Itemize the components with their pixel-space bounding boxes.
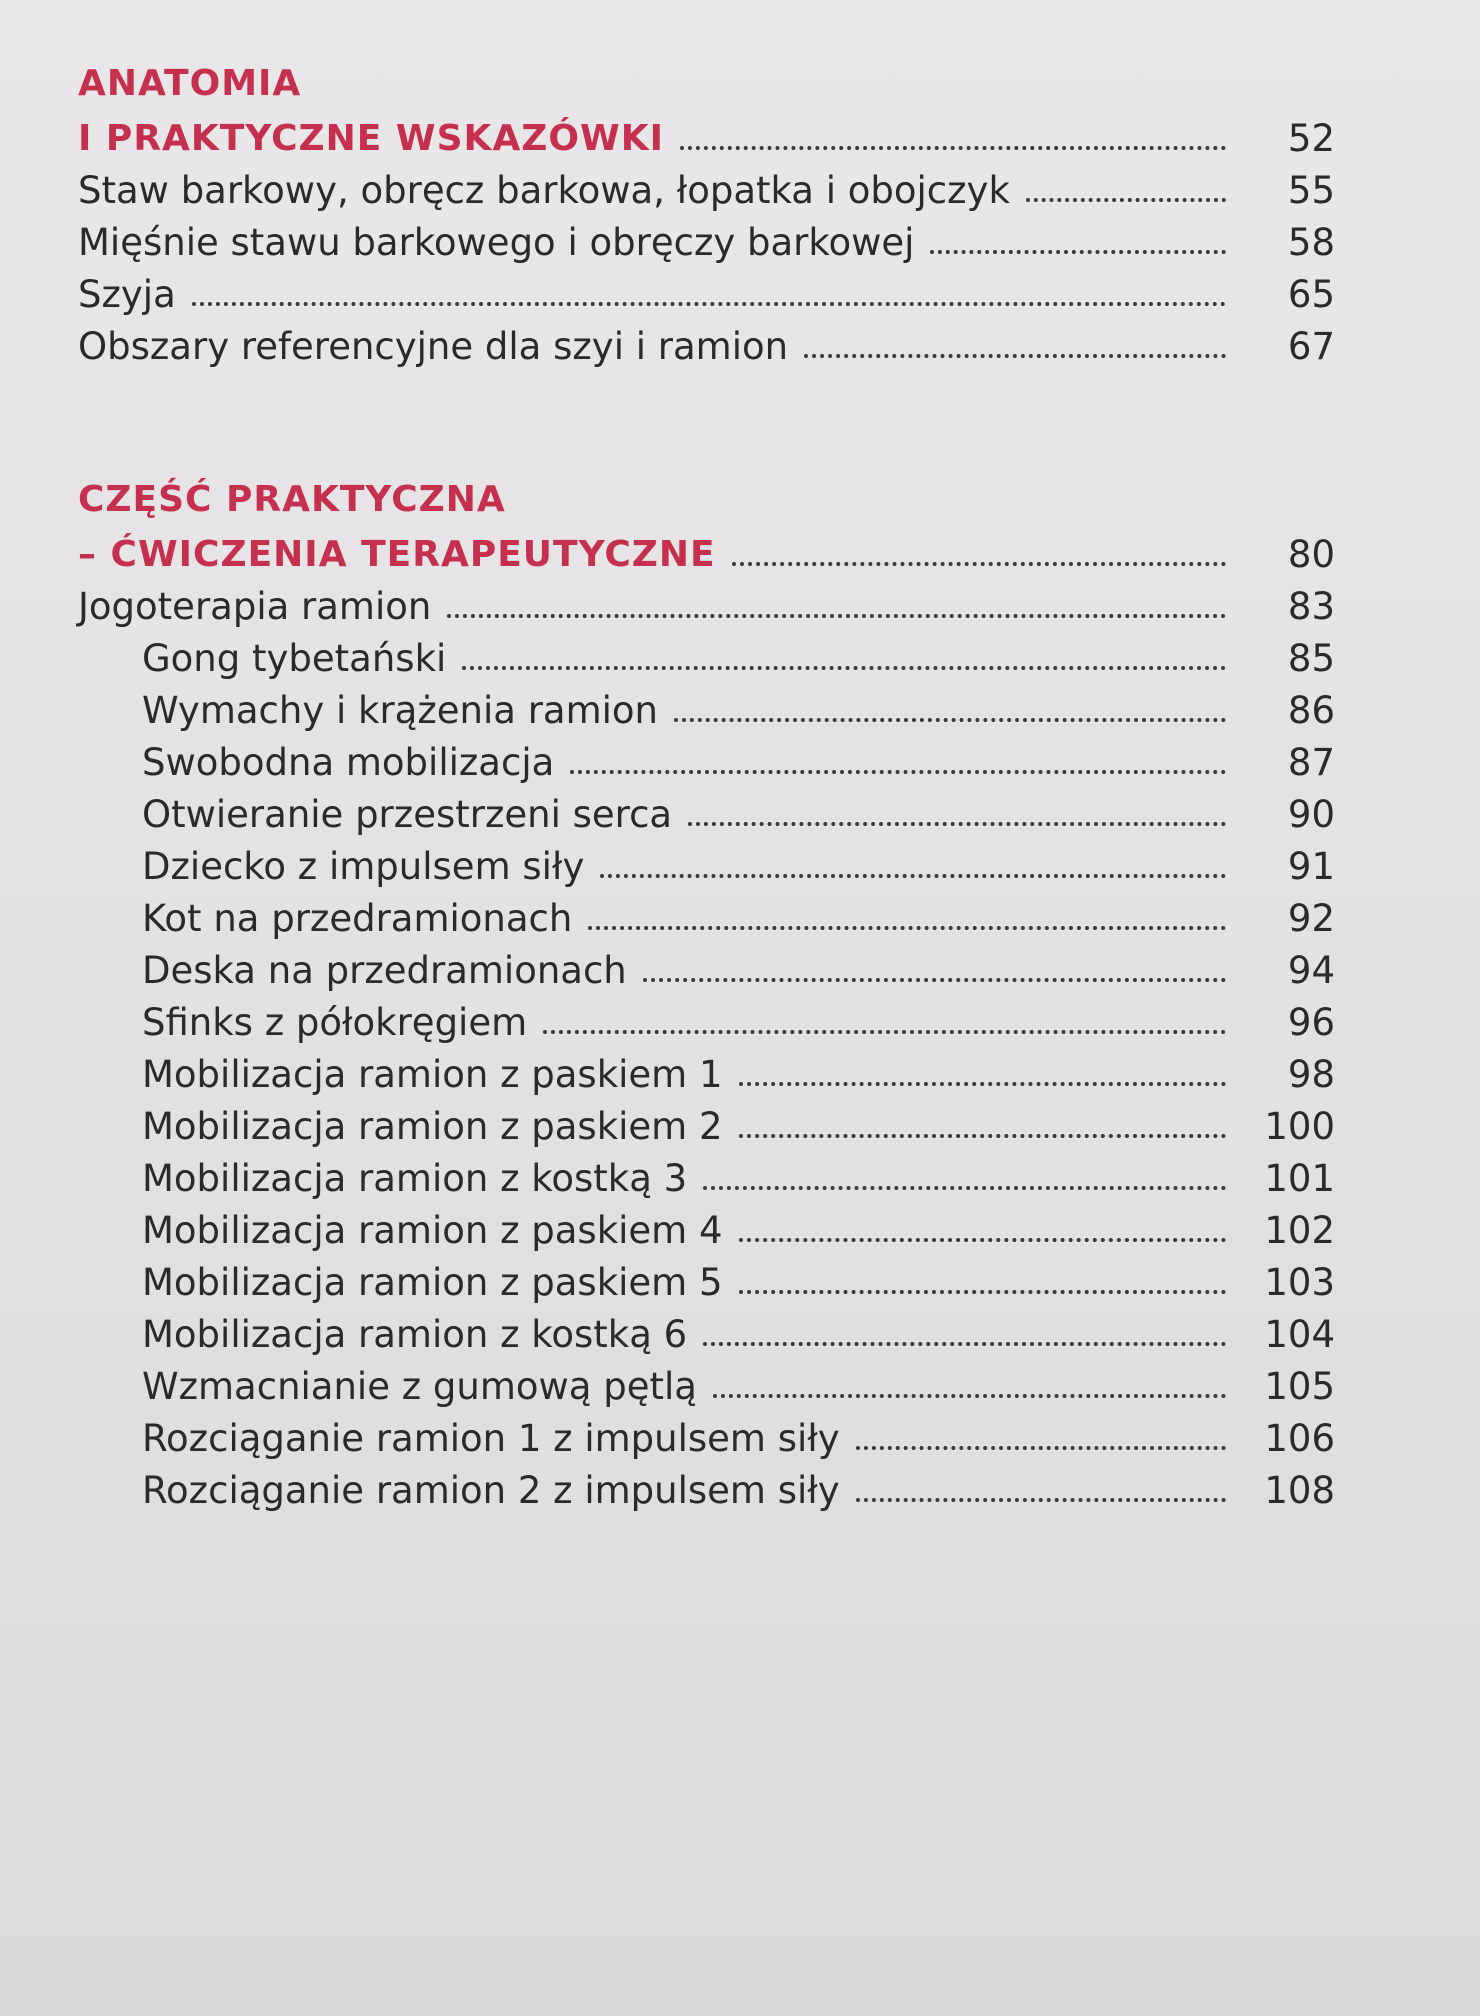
toc-entry-title: Rozciąganie ramion 1 z impulsem siły xyxy=(142,1417,840,1460)
dot-leader xyxy=(674,718,1226,722)
toc-entry-title: Mobilizacja ramion z paskiem 2 xyxy=(142,1105,723,1148)
toc-entry-title: Sfinks z półokręgiem xyxy=(142,1001,528,1044)
toc-entry-title: Mięśnie stawu barkowego i obręczy barkowej xyxy=(78,221,915,264)
dot-leader xyxy=(804,354,1226,358)
dot-leader xyxy=(739,1082,1226,1086)
toc-entry-page-number: 102 xyxy=(1264,1209,1335,1252)
dot-leader xyxy=(1026,198,1226,202)
toc-entry-page-number: 98 xyxy=(1287,1053,1335,1096)
dot-leader xyxy=(462,666,1226,670)
dot-leader xyxy=(688,822,1226,826)
toc-entry-title: Swobodna mobilizacja xyxy=(142,741,555,784)
toc-entry-staw-barkowy-obrecz-barkowa-lopatka-i-obojczyk[interactable] xyxy=(78,166,1335,216)
toc-entry-mobilizacja-ramion-z-paskiem-1[interactable] xyxy=(142,1050,1335,1100)
dot-leader xyxy=(588,926,1226,930)
toc-entry-title: Mobilizacja ramion z paskiem 4 xyxy=(142,1209,723,1252)
toc-entry-sfinks-z-polokregiem[interactable] xyxy=(142,998,1335,1048)
toc-entry-page-number: 90 xyxy=(1287,793,1335,836)
toc-entry-gong-tybetanski[interactable] xyxy=(142,634,1335,684)
toc-entry-page-number: 67 xyxy=(1287,325,1335,368)
dot-leader xyxy=(856,1446,1226,1450)
toc-entry-title: – ĆWICZENIA TERAPEUTYCZNE xyxy=(78,534,716,575)
toc-entry-page-number: 94 xyxy=(1287,949,1335,992)
toc-entry-wymachy-i-krazenia-ramion[interactable] xyxy=(142,686,1335,736)
toc-entry-page-number: 85 xyxy=(1287,637,1335,680)
dot-leader xyxy=(703,1342,1226,1346)
toc-entry-page-number: 100 xyxy=(1264,1105,1335,1148)
dot-leader xyxy=(713,1394,1226,1398)
dot-leader xyxy=(703,1186,1226,1190)
toc-entry-deska-na-przedramionach[interactable] xyxy=(142,946,1335,996)
toc-entry-title: Szyja xyxy=(78,273,176,316)
toc-entry-page-number: 91 xyxy=(1287,845,1335,888)
toc-entry-otwieranie-przestrzeni-serca[interactable] xyxy=(142,790,1335,840)
toc-entry-title: Wzmacnianie z gumową pętlą xyxy=(142,1365,697,1408)
toc-entry-page-number: 83 xyxy=(1287,585,1335,628)
toc-entry-page-number: 65 xyxy=(1287,273,1335,316)
toc-entry-kot-na-przedramionach[interactable] xyxy=(142,894,1335,944)
toc-entry-page-number: 105 xyxy=(1264,1365,1335,1408)
dot-leader xyxy=(643,978,1226,982)
toc-entry-title: Obszary referencyjne dla szyi i ramion xyxy=(78,325,789,368)
toc-entry-page-number: 104 xyxy=(1264,1313,1335,1356)
toc-entry-page-number: 101 xyxy=(1264,1157,1335,1200)
toc-entry-swobodna-mobilizacja[interactable] xyxy=(142,738,1335,788)
toc-entry-title: Wymachy i krążenia ramion xyxy=(142,689,658,732)
dot-leader xyxy=(930,250,1226,254)
toc-entry-title: Jogoterapia ramion xyxy=(78,585,432,628)
section-heading: CZĘŚĆ PRAKTYCZNA xyxy=(78,479,506,520)
toc-entry-page-number: 103 xyxy=(1264,1261,1335,1304)
toc-entry-title: I PRAKTYCZNE WSKAZÓWKI xyxy=(78,118,665,159)
toc-entry-page-number: 108 xyxy=(1264,1469,1335,1512)
toc-entry-obszary-referencyjne-dla-szyi-i-ramion[interactable] xyxy=(78,322,1335,372)
toc-entry-title: Mobilizacja ramion z kostką 3 xyxy=(142,1157,688,1200)
toc-entry-page-number: 58 xyxy=(1287,221,1335,264)
toc-entry-page-number: 96 xyxy=(1287,1001,1335,1044)
toc-entry-i-praktyczne-wskazowki[interactable] xyxy=(78,114,1335,164)
toc-entry-jogoterapia-ramion[interactable] xyxy=(78,582,1335,632)
dot-leader xyxy=(739,1134,1226,1138)
toc-entry-page-number: 106 xyxy=(1264,1417,1335,1460)
toc-entry-rozciaganie-ramion-1-z-impulsem-sily[interactable] xyxy=(142,1414,1335,1464)
toc-entry-mobilizacja-ramion-z-kostka-6[interactable] xyxy=(142,1310,1335,1360)
toc-entry-page-number: 92 xyxy=(1287,897,1335,940)
dot-leader xyxy=(680,146,1226,150)
toc-entry-title: Otwieranie przestrzeni serca xyxy=(142,793,673,836)
dot-leader xyxy=(447,614,1226,618)
toc-entry-page-number: 52 xyxy=(1287,117,1335,160)
toc-entry-title: Mobilizacja ramion z paskiem 5 xyxy=(142,1261,723,1304)
toc-entry-page-number: 86 xyxy=(1287,689,1335,732)
toc-entry-title: Staw barkowy, obręcz barkowa, łopatka i obojczyk xyxy=(78,169,1010,212)
dot-leader xyxy=(739,1238,1226,1242)
toc-entry-mobilizacja-ramion-z-paskiem-4[interactable] xyxy=(142,1206,1335,1256)
dot-leader xyxy=(856,1498,1226,1502)
toc-entry-title: Deska na przedramionach xyxy=(142,949,627,992)
toc-entry-cwiczenia-terapeutyczne[interactable] xyxy=(78,530,1335,580)
toc-entry-mobilizacja-ramion-z-paskiem-2[interactable] xyxy=(142,1102,1335,1152)
dot-leader xyxy=(739,1290,1226,1294)
dot-leader xyxy=(570,770,1226,774)
dot-leader xyxy=(192,302,1226,306)
toc-entry-rozciaganie-ramion-2-z-impulsem-sily[interactable] xyxy=(142,1466,1335,1516)
toc-entry-wzmacnianie-z-gumowa-petla[interactable] xyxy=(142,1362,1335,1412)
toc-entry-mobilizacja-ramion-z-kostka-3[interactable] xyxy=(142,1154,1335,1204)
dot-leader xyxy=(732,562,1226,566)
toc-entry-title: Mobilizacja ramion z kostką 6 xyxy=(142,1313,688,1356)
toc-entry-miesnie-stawu-barkowego-i-obreczy-barkowej[interactable] xyxy=(78,218,1335,268)
toc-entry-title: Mobilizacja ramion z paskiem 1 xyxy=(142,1053,723,1096)
toc-entry-dziecko-z-impulsem-sily[interactable] xyxy=(142,842,1335,892)
section-heading: ANATOMIA xyxy=(78,63,302,104)
dot-leader xyxy=(600,874,1226,878)
toc-entry-mobilizacja-ramion-z-paskiem-5[interactable] xyxy=(142,1258,1335,1308)
toc-entry-title: Kot na przedramionach xyxy=(142,897,573,940)
toc-entry-szyja[interactable] xyxy=(78,270,1335,320)
toc-entry-page-number: 87 xyxy=(1287,741,1335,784)
dot-leader xyxy=(543,1030,1226,1034)
toc-entry-title: Rozciąganie ramion 2 z impulsem siły xyxy=(142,1469,840,1512)
toc-entry-page-number: 55 xyxy=(1287,169,1335,212)
toc-entry-title: Gong tybetański xyxy=(142,637,447,680)
toc-entry-page-number: 80 xyxy=(1287,533,1335,576)
toc-entry-title: Dziecko z impulsem siły xyxy=(142,845,585,888)
